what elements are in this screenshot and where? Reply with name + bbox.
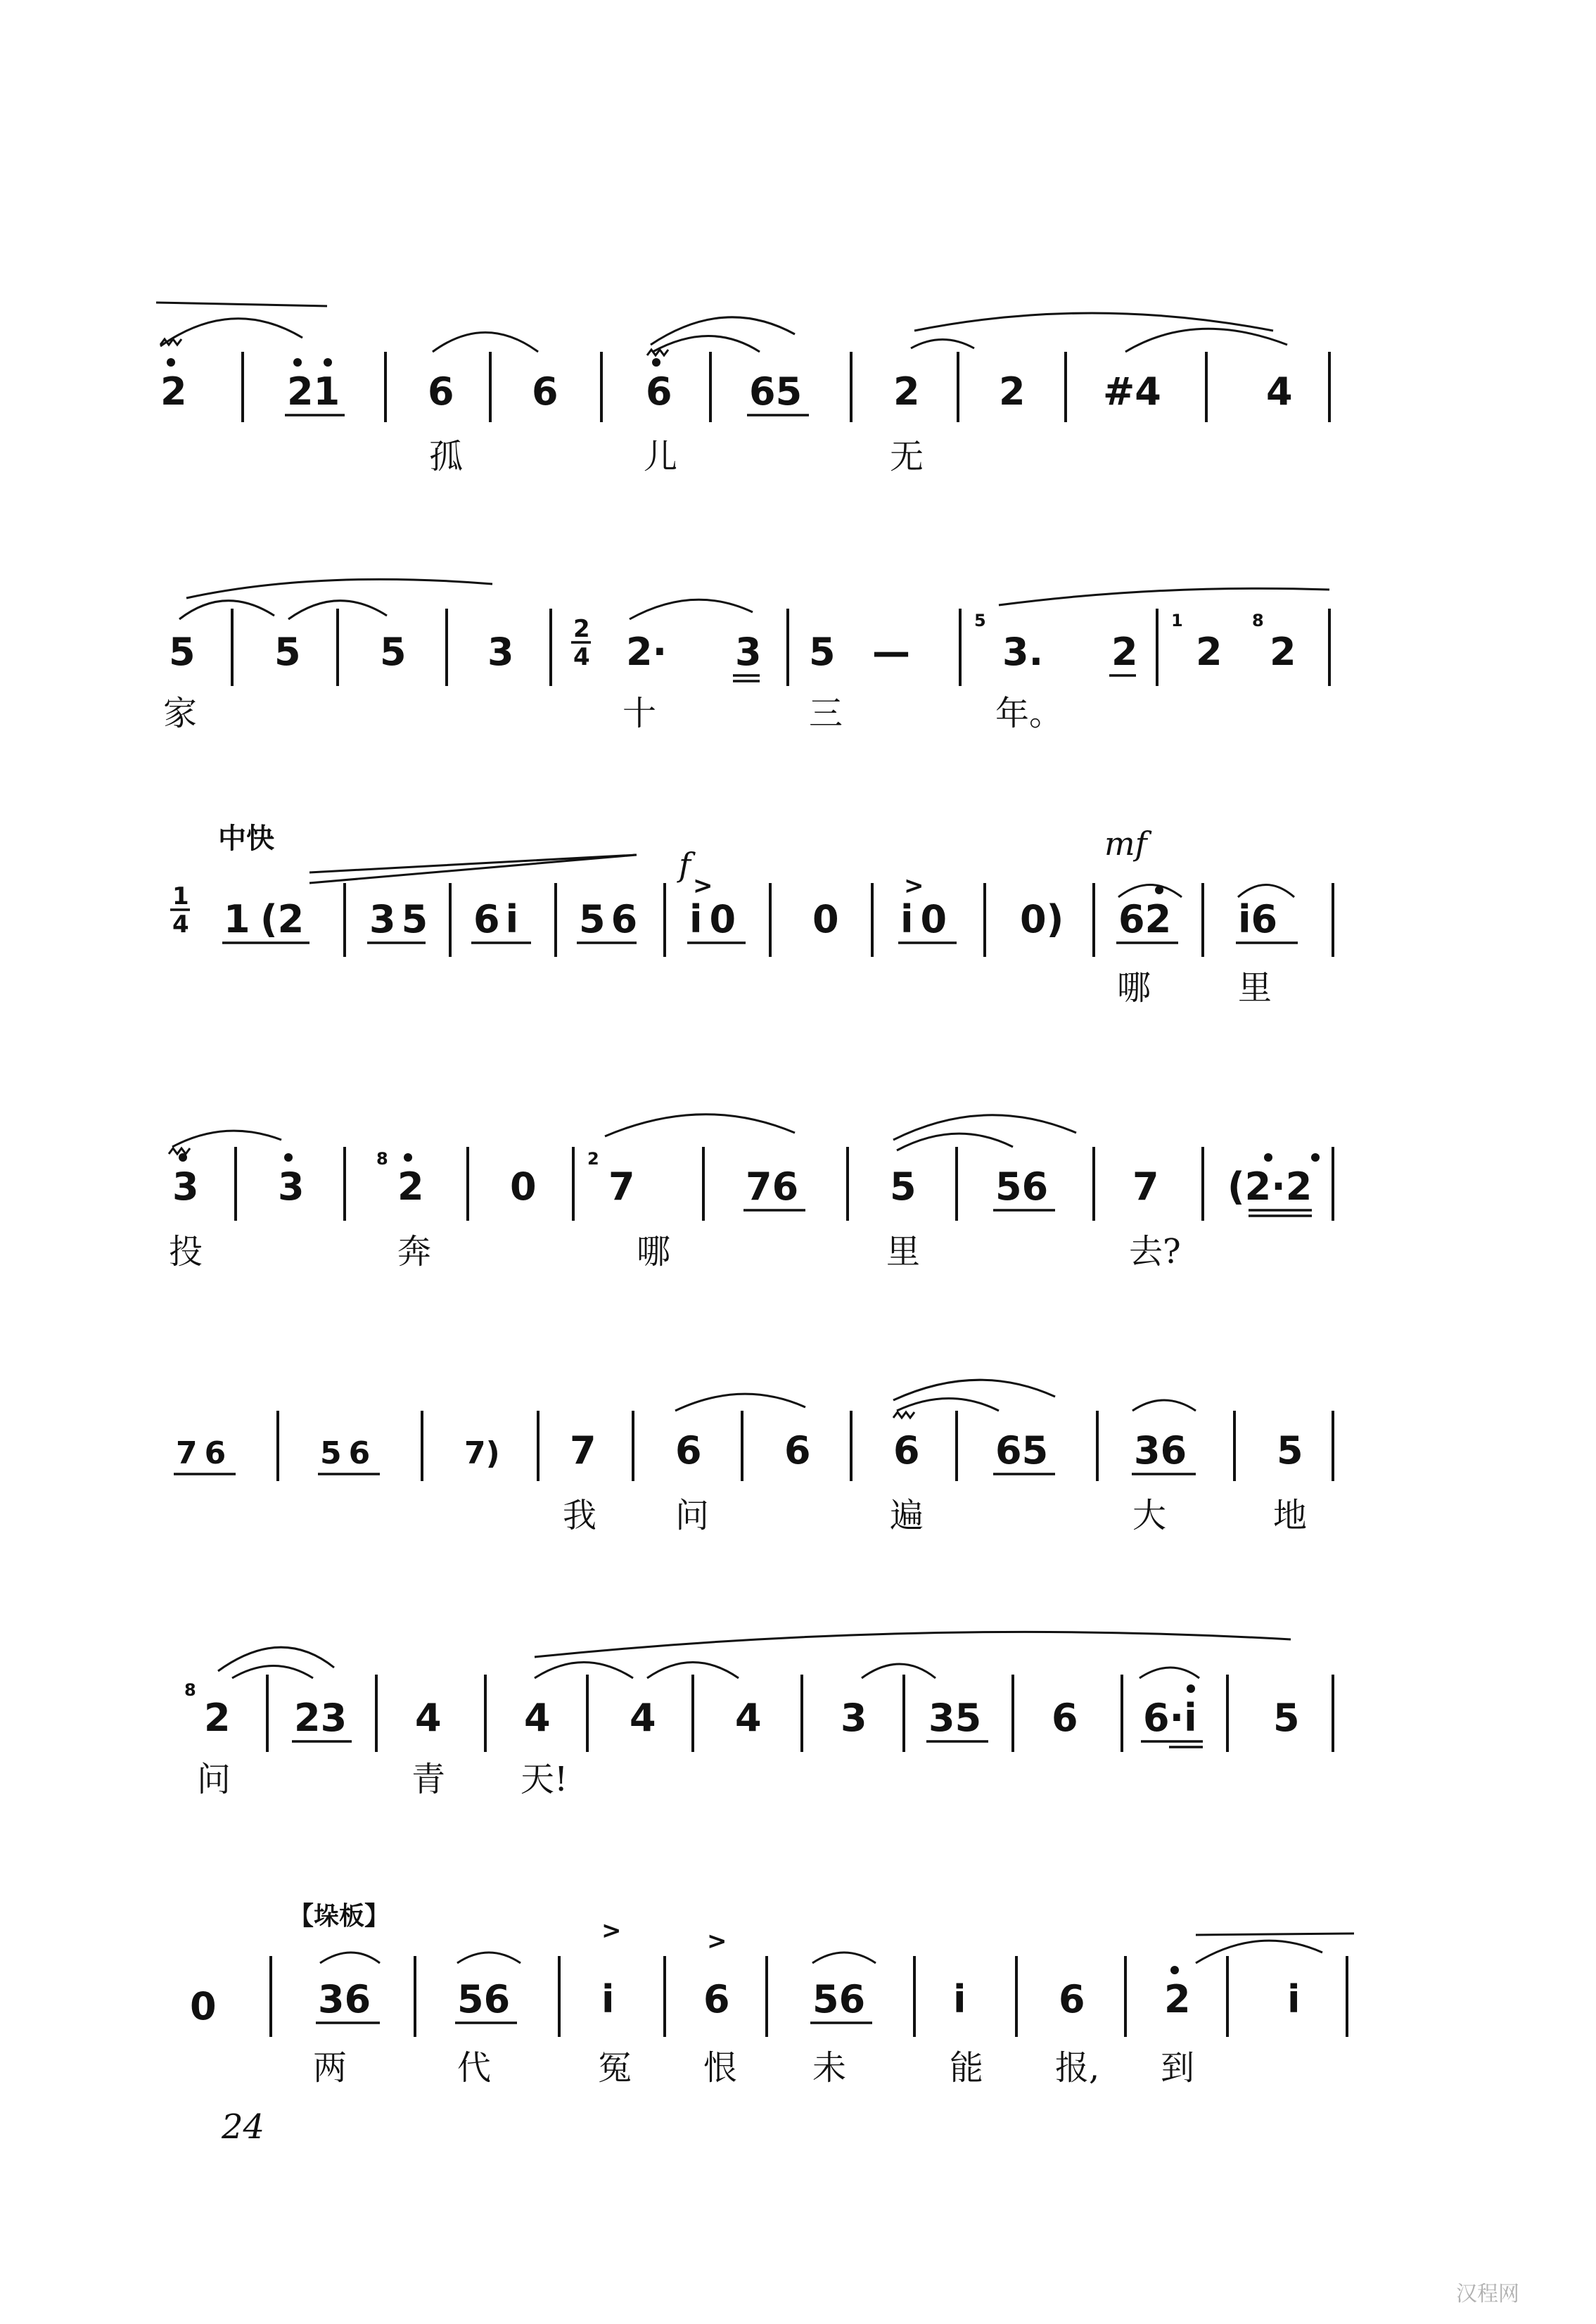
system-4 (169, 1115, 1333, 1271)
note: 3 (278, 1164, 305, 1209)
dynamic-marking: mf (1104, 825, 1147, 863)
slur (535, 1632, 1291, 1657)
slur (893, 1380, 1055, 1400)
grace-note: 2 (587, 1149, 599, 1169)
note: 5 (169, 630, 196, 674)
octave-dot (1264, 1153, 1272, 1162)
octave-dot (1311, 1153, 1320, 1162)
note: i6 (1238, 897, 1278, 941)
grace-note: 5 (974, 611, 986, 630)
note: 5 (274, 630, 301, 674)
note: 6 (675, 1428, 702, 1473)
slur (812, 1952, 876, 1963)
note: 76 (746, 1164, 799, 1209)
lyric: 天! (521, 1760, 568, 1799)
octave-dot (1187, 1684, 1195, 1693)
note: 2 (1164, 1977, 1191, 2021)
note: 2 (893, 369, 920, 414)
lyric: 哪 (1117, 968, 1151, 1008)
note: 1 (224, 897, 250, 941)
slur (218, 1647, 334, 1671)
slur (653, 336, 760, 353)
slur (1139, 1668, 1199, 1678)
tie-line (156, 303, 327, 306)
note: i (601, 1977, 615, 2021)
note: 3 (841, 1696, 867, 1740)
note: 2 (397, 1164, 424, 1209)
note: 6 (532, 369, 558, 414)
note: 4 (415, 1696, 442, 1740)
lyric: 儿 (644, 437, 678, 476)
note: 56 (457, 1977, 511, 2021)
lyric: 大 (1132, 1496, 1167, 1535)
lyric: 去? (1129, 1232, 1181, 1271)
note: 56 (995, 1164, 1049, 1209)
note: 6 (428, 369, 454, 414)
lyric: 地 (1273, 1496, 1308, 1535)
slur (1238, 885, 1294, 898)
system-3 (170, 823, 1333, 1008)
note: 56 (812, 1977, 866, 2021)
slur (651, 317, 795, 345)
note: i0 (689, 897, 743, 941)
system-5 (174, 1380, 1333, 1535)
lyric: 两 (313, 2048, 347, 2088)
note: 65 (995, 1428, 1049, 1473)
dynamic-marking: f (679, 846, 691, 884)
slur (630, 599, 753, 619)
lyric: 青 (411, 1760, 446, 1799)
lyric: 到 (1161, 2048, 1195, 2088)
note: 4 (1266, 369, 1293, 414)
slur (232, 1666, 313, 1679)
note: 36 (1134, 1428, 1187, 1473)
note: 56 (579, 897, 644, 941)
note: 6 (784, 1428, 811, 1473)
system-7 (190, 1902, 1354, 2088)
note: 2 (204, 1696, 231, 1740)
slur (320, 1952, 380, 1963)
lyric: 里 (886, 1232, 921, 1271)
note: 2 (1111, 630, 1138, 674)
note: 5 (809, 630, 836, 674)
lyric: 代 (457, 2048, 492, 2088)
lyric: 未 (812, 2048, 847, 2088)
grace-note: 8 (1252, 611, 1264, 630)
octave-dot (652, 358, 660, 367)
mordent-mark (169, 1148, 190, 1154)
lyric: 三 (809, 694, 843, 733)
slur (897, 1134, 1013, 1150)
note: 7 (1132, 1164, 1159, 1209)
lyric: 问 (675, 1496, 710, 1535)
slur (999, 588, 1329, 605)
page-number: 24 (222, 2107, 265, 2147)
crescendo-hairpin (309, 855, 637, 883)
note: i0 (900, 897, 955, 941)
tempo-marking: 中快 (218, 823, 274, 855)
lyric: 投 (169, 1232, 203, 1271)
lyric: 家 (163, 694, 198, 733)
note: 0) (1020, 897, 1064, 941)
slur (179, 601, 274, 619)
slur (911, 340, 974, 349)
note: 6 (703, 1977, 730, 2021)
slur (433, 333, 538, 353)
note: 4 (735, 1696, 762, 1740)
octave-dot (167, 358, 175, 367)
note: 7 (608, 1164, 635, 1209)
note: 3 (172, 1164, 199, 1209)
note: 6 (893, 1428, 920, 1473)
note: 56 (320, 1435, 378, 1471)
slur (605, 1115, 795, 1136)
slur (1196, 1941, 1322, 1963)
note: 0 (190, 1984, 217, 2028)
lyric: 问 (197, 1760, 231, 1799)
note: i (1287, 1977, 1301, 2021)
slur (897, 1399, 999, 1411)
system-2 (163, 579, 1329, 733)
note: 23 (294, 1696, 347, 1740)
note: 76 (176, 1435, 234, 1471)
system-6 (184, 1632, 1333, 1799)
note: 35 (369, 897, 434, 941)
note: — (872, 630, 910, 674)
note: 5 (1273, 1696, 1300, 1740)
slur (535, 1663, 633, 1679)
slur (1132, 1400, 1196, 1411)
note: 3. (1002, 630, 1044, 674)
grace-note: 8 (376, 1149, 388, 1169)
note: 4 (630, 1696, 656, 1740)
note: 6 (1059, 1977, 1085, 2021)
note: 5 (890, 1164, 917, 1209)
accent-mark: > (904, 872, 924, 900)
note: 2 (999, 369, 1026, 414)
lyric: 遍 (890, 1496, 924, 1535)
slur (172, 1131, 281, 1147)
lyric: 十 (623, 694, 657, 733)
octave-dot (324, 358, 332, 367)
lyric: 里 (1238, 968, 1272, 1008)
octave-dot (1155, 886, 1163, 894)
note: 65 (749, 369, 803, 414)
lyric: 报, (1055, 2048, 1100, 2088)
note: 0 (510, 1164, 537, 1209)
tie-line (1196, 1934, 1354, 1935)
note: 62 (1118, 897, 1172, 941)
watermark-logo: 汉程网 (1456, 2282, 1519, 2306)
slur (457, 1952, 521, 1963)
grace-note: 8 (184, 1680, 196, 1700)
mordent-mark (893, 1412, 914, 1418)
note: (2·2 (1227, 1164, 1313, 1209)
time-signature-bottom: 4 (172, 910, 189, 939)
octave-dot (404, 1153, 412, 1162)
slur (675, 1394, 805, 1411)
note: 6·i (1143, 1696, 1197, 1740)
note: 36 (318, 1977, 371, 2021)
octave-dot (1170, 1966, 1179, 1974)
system-1 (156, 303, 1329, 476)
mordent-mark (647, 350, 668, 355)
note: 3 (735, 630, 762, 674)
note: 2 (1196, 630, 1222, 674)
note: 6 (646, 369, 672, 414)
time-signature-top: 1 (172, 882, 189, 910)
grace-note: 1 (1171, 611, 1183, 630)
note: 7 (570, 1428, 596, 1473)
note: 0 (812, 897, 839, 941)
note: 3 (487, 630, 514, 674)
note: 4 (524, 1696, 551, 1740)
octave-dot (179, 1153, 187, 1162)
accent-mark: > (693, 872, 713, 900)
note: 5 (1277, 1428, 1303, 1473)
slur (862, 1664, 936, 1678)
lyric: 哪 (637, 1232, 671, 1271)
lyric: 恨 (703, 2048, 738, 2088)
slur (1125, 329, 1287, 352)
note: 2· (626, 630, 668, 674)
note: 2 (160, 369, 187, 414)
lyric: 冤 (598, 2048, 632, 2088)
note: 2 (1270, 630, 1296, 674)
time-signature-top: 2 (573, 615, 590, 643)
slur (1118, 885, 1182, 898)
lyric: 我 (563, 1496, 597, 1535)
slur (160, 319, 302, 346)
note: 6 (1052, 1696, 1078, 1740)
note: #4 (1103, 369, 1161, 414)
note: 5 (380, 630, 407, 674)
lyric: 无 (890, 437, 924, 476)
note: 35 (928, 1696, 982, 1740)
section-label: 【垛板】 (288, 1902, 390, 1931)
note: 6i (473, 897, 525, 941)
note: i (953, 1977, 966, 2021)
time-signature-bottom: 4 (573, 643, 590, 671)
accent-mark: > (601, 1917, 622, 1945)
lyric: 能 (950, 2048, 984, 2088)
slur (186, 579, 492, 598)
accent-mark: > (707, 1927, 727, 1955)
note: (2 (260, 897, 305, 941)
lyric: 孤 (429, 437, 464, 476)
note: 7) (464, 1435, 500, 1471)
note: 21 (287, 369, 340, 414)
lyric: 奔 (397, 1232, 432, 1271)
octave-dot (284, 1153, 293, 1162)
lyric: 年。 (995, 694, 1064, 733)
octave-dot (293, 358, 302, 367)
